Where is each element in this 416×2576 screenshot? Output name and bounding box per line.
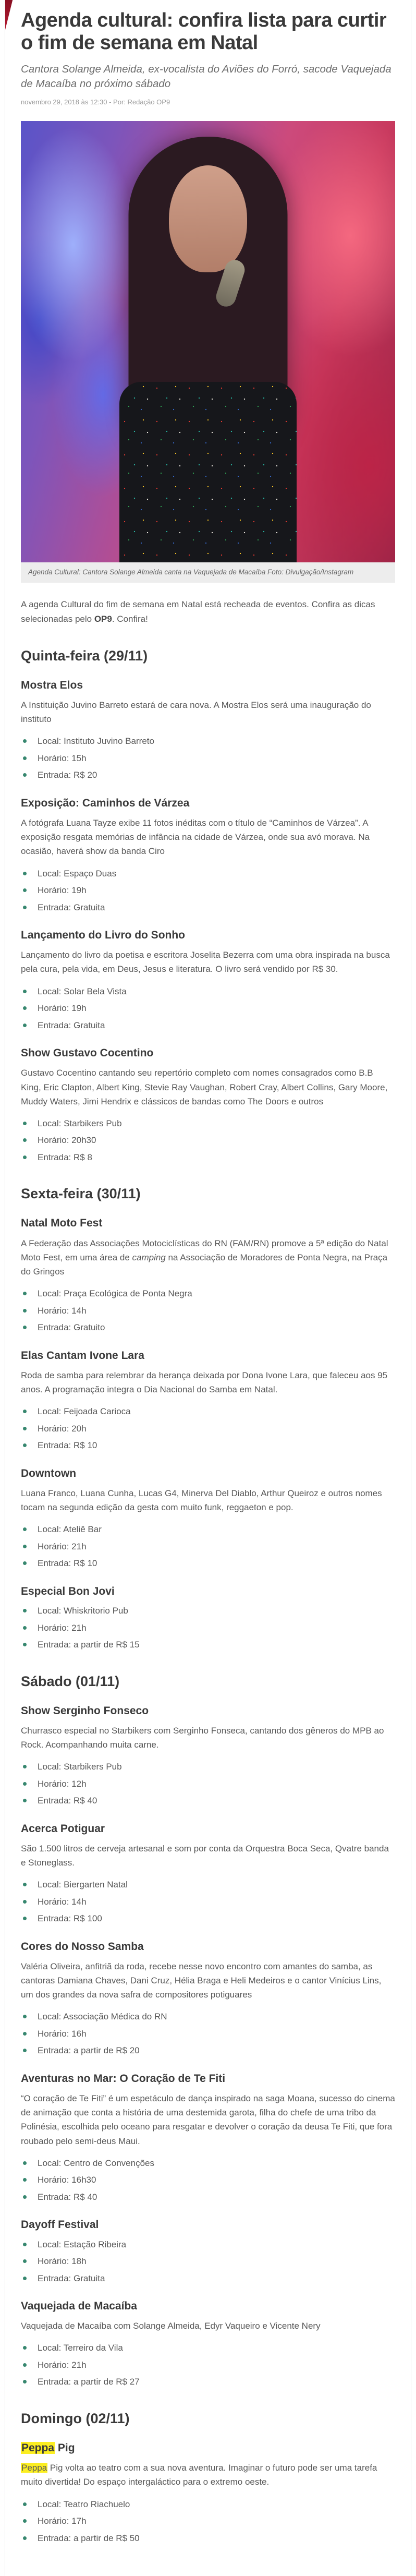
bullet-text: Local: Instituto Juvino Barreto — [38, 736, 154, 747]
bullet-dot-icon — [23, 1024, 27, 1027]
bullet-text: Local: Espaço Duas — [38, 868, 117, 878]
event-block — [21, 1585, 395, 1652]
list-item — [21, 867, 395, 881]
article-page — [5, 0, 411, 2576]
bullet-list — [21, 1604, 395, 1652]
article-meta: novembro 29, 2018 às 12:30 - Por: Redação OP9 — [21, 98, 170, 106]
day-section — [21, 1186, 395, 1651]
list-item — [21, 1523, 395, 1536]
event-title: Lançamento do Livro do Sonho — [21, 929, 185, 942]
bullet-list — [21, 2341, 395, 2389]
bullet-text: Horário: 18h — [38, 2256, 87, 2267]
event-block — [21, 2300, 395, 2389]
bullet-text: Local: Solar Bela Vista — [38, 986, 127, 996]
list-item — [21, 1321, 395, 1334]
event-title: Show Serginho Fonseco — [21, 1704, 149, 1717]
event-description: Valéria Oliveira, anfitriã da roda, recebe nesse novo encontro com amantes do samba, as cantoras Damiana Chaves, Dani Cruz, Hélia Braga e Heli Medeiros e o cantor Vinícius Lins, um dos grandes da nova safra de compositores potiguares — [21, 1961, 382, 2000]
event-title: Downtown — [21, 1467, 77, 1479]
bullet-dot-icon — [23, 2032, 27, 2036]
bullet-dot-icon — [23, 2015, 27, 2018]
list-item — [21, 1151, 395, 1164]
bullet-text: Entrada: R$ 40 — [38, 2192, 97, 2202]
list-item — [21, 1304, 395, 1318]
intro-text-before: A agenda Cultural do fim de semana em Natal está recheada de eventos. Confira as dicas selecionadas pelo — [21, 599, 375, 624]
event-block — [21, 797, 395, 914]
day-heading: Domingo (02/11) — [21, 2410, 130, 2426]
bullet-text: Horário: 19h — [38, 885, 87, 896]
bullet-dot-icon — [23, 739, 27, 743]
bullet-text: Entrada: R$ 10 — [38, 1558, 97, 1569]
bullet-dot-icon — [23, 1765, 27, 1768]
bullet-text: Horário: 21h — [38, 1541, 87, 1551]
event-block — [21, 2441, 395, 2545]
event-description: A Federação das Associações Motociclísticas do RN (FAM/RN) promove a 5ª edição do Natal Moto Fest, em uma área de camping na Associação de Moradores de Ponta Negra, na Praça do Gringos — [21, 1238, 388, 1277]
sections — [21, 648, 395, 2545]
bullet-dot-icon — [23, 2161, 27, 2165]
intro-text-after: . Confira! — [112, 613, 148, 624]
bullet-dot-icon — [23, 888, 27, 892]
bullet-text: Entrada: R$ 100 — [38, 1913, 102, 1924]
list-item — [21, 1638, 395, 1652]
event-block — [21, 2072, 395, 2204]
event-list — [21, 1217, 395, 1651]
list-item — [21, 2238, 395, 2252]
bullet-dot-icon — [23, 2502, 27, 2506]
bullet-list — [21, 2498, 395, 2545]
list-item — [21, 2044, 395, 2057]
bullet-text: Local: Teatro Riachuelo — [38, 2499, 130, 2509]
list-item — [21, 2190, 395, 2204]
bullet-dot-icon — [23, 1427, 27, 1430]
bullet-text: Entrada: Gratuita — [38, 902, 105, 912]
bullet-text: Local: Terreiro da Vila — [38, 2343, 123, 2353]
bullet-dot-icon — [23, 2178, 27, 2182]
event-description: Peppa Pig volta ao teatro com a sua nova aventura. Imaginar o futuro pode ser uma tarefa muito divertida! Do espaço intergaláctico para o extremo oeste. — [21, 2463, 377, 2487]
list-item — [21, 2255, 395, 2268]
bullet-dot-icon — [23, 906, 27, 909]
bullet-dot-icon — [23, 1326, 27, 1329]
bullet-dot-icon — [23, 2243, 27, 2246]
bullet-list — [21, 2157, 395, 2204]
list-item — [21, 735, 395, 748]
list-item — [21, 1117, 395, 1130]
bullet-dot-icon — [23, 1410, 27, 1413]
bullet-dot-icon — [23, 1782, 27, 1786]
bullet-text: Local: Biergarten Natal — [38, 1880, 128, 1890]
event-description: São 1.500 litros de cerveja artesanal e som por conta da Orquestra Boca Seca, Qvatre banda e Stoneglass. — [21, 1843, 389, 1868]
list-item — [21, 2272, 395, 2285]
bullet-dot-icon — [23, 1443, 27, 1447]
list-item — [21, 1621, 395, 1635]
bullet-list — [21, 1878, 395, 1925]
list-item — [21, 768, 395, 782]
event-title: Dayoff Festival — [21, 2219, 99, 2231]
bullet-dot-icon — [23, 756, 27, 760]
bullet-text: Local: Feijoada Carioca — [38, 1406, 131, 1417]
list-item — [21, 1019, 395, 1032]
bullet-text: Local: Starbikers Pub — [38, 1118, 122, 1128]
brand-name: OP9 — [94, 613, 112, 624]
list-item — [21, 752, 395, 765]
list-item — [21, 2341, 395, 2355]
list-item — [21, 985, 395, 998]
bullet-list — [21, 1287, 395, 1334]
list-item — [21, 2514, 395, 2528]
bullet-dot-icon — [23, 2195, 27, 2199]
list-item — [21, 1405, 395, 1418]
bullet-text: Horário: 14h — [38, 1896, 87, 1907]
bullet-text: Entrada: R$ 8 — [38, 1152, 92, 1162]
sequined-jacket — [119, 382, 297, 562]
list-item — [21, 901, 395, 914]
bullet-dot-icon — [23, 1626, 27, 1630]
bullet-text: Horário: 20h — [38, 1423, 87, 1434]
bullet-list — [21, 1405, 395, 1452]
bullet-dot-icon — [23, 1900, 27, 1904]
event-block — [21, 2218, 395, 2285]
bullet-text: Entrada: a partir de R$ 27 — [38, 2377, 140, 2387]
event-description: A fotógrafa Luana Tayze exibe 11 fotos inéditas com o título de “Caminhos de Várzea”. A exposição resgata memórias de infância na cidade de Várzea, onde sua avó morava. Na ocasião, haverá show da banda Ciro — [21, 818, 370, 857]
intro-paragraph — [21, 597, 395, 625]
day-heading: Sábado (01/11) — [21, 1673, 120, 1689]
event-title: Especial Bon Jovi — [21, 1585, 115, 1597]
bullet-dot-icon — [23, 2380, 27, 2384]
event-title: Vaquejada de Macaíba — [21, 2300, 137, 2313]
event-block — [21, 1704, 395, 1808]
bullet-text: Entrada: a partir de R$ 20 — [38, 2045, 140, 2056]
bullet-list — [21, 867, 395, 914]
event-title: Peppa Pig — [21, 2441, 75, 2454]
bullet-dot-icon — [23, 2277, 27, 2280]
event-title: Cores do Nosso Samba — [21, 1940, 144, 1953]
bullet-dot-icon — [23, 1883, 27, 1886]
bullet-dot-icon — [23, 773, 27, 777]
list-item — [21, 2375, 395, 2389]
list-item — [21, 1287, 395, 1301]
bullet-dot-icon — [23, 1643, 27, 1646]
corner-ribbon-icon — [5, 0, 15, 59]
bullet-dot-icon — [23, 1155, 27, 1159]
bullet-list — [21, 985, 395, 1032]
event-list — [21, 2441, 395, 2545]
bullet-dot-icon — [23, 1561, 27, 1565]
event-description: Churrasco especial no Starbikers com Serginho Fonseca, cantando dos gêneros do MPB ao Rock. Acompanhando muita carne. — [21, 1725, 384, 1750]
bullet-list — [21, 1117, 395, 1164]
bullet-text: Local: Centro de Convenções — [38, 2158, 154, 2168]
bullet-text: Entrada: a partir de R$ 15 — [38, 1640, 140, 1650]
list-item — [21, 1794, 395, 1808]
event-title: Mostra Elos — [21, 679, 83, 691]
bullet-dot-icon — [23, 1138, 27, 1142]
day-section — [21, 1674, 395, 2389]
bullet-dot-icon — [23, 2536, 27, 2540]
event-description: Lançamento do livro da poetisa e escritora Joselita Bezerra com uma obra inspirada na busca pela cura, pela vida, em Deus, Jesus e literatura. O livro será vendido por R$ 30. — [21, 950, 390, 974]
bullet-text: Entrada: Gratuito — [38, 1322, 105, 1333]
event-block — [21, 929, 395, 1032]
list-item — [21, 1134, 395, 1147]
event-block — [21, 1822, 395, 1925]
event-title: Natal Moto Fest — [21, 1217, 103, 1230]
article-subtitle: Cantora Solange Almeida, ex-vocalista do Aviões do Forró, sacode Vaquejada de Macaíba no próximo sábado — [21, 63, 391, 90]
bullet-text: Horário: 19h — [38, 1003, 87, 1014]
bullet-text: Entrada: a partir de R$ 50 — [38, 2533, 140, 2543]
list-item — [21, 1557, 395, 1570]
hero-caption: Agenda Cultural: Cantora Solange Almeida canta na Vaquejada de Macaíba Foto: Divulgação/Instagram — [21, 562, 395, 583]
bullet-text: Local: Praça Ecológica de Ponta Negra — [38, 1289, 192, 1299]
day-heading: Sexta-feira (30/11) — [21, 1186, 141, 1202]
bullet-text: Entrada: Gratuita — [38, 2273, 105, 2283]
bullet-list — [21, 1760, 395, 1808]
bullet-text: Entrada: R$ 40 — [38, 1796, 97, 1806]
list-item — [21, 1912, 395, 1925]
bullet-text: Entrada: R$ 10 — [38, 1440, 97, 1451]
event-description: A Instituição Juvino Barreto estará de cara nova. A Mostra Elos será uma inauguração do instituto — [21, 700, 371, 725]
bullet-dot-icon — [23, 2049, 27, 2052]
bullet-dot-icon — [23, 1309, 27, 1313]
list-item — [21, 2173, 395, 2187]
bullet-dot-icon — [23, 2363, 27, 2367]
bullet-text: Horário: 21h — [38, 2360, 87, 2370]
list-item — [21, 2010, 395, 2024]
list-item — [21, 1439, 395, 1452]
bullet-list — [21, 1523, 395, 1570]
day-section — [21, 648, 395, 1164]
bullet-text: Horário: 15h — [38, 753, 87, 763]
bullet-dot-icon — [23, 990, 27, 993]
bullet-dot-icon — [23, 1006, 27, 1010]
event-description: Roda de samba para relembrar da herança deixada por Dona Ivone Lara, que faleceu aos 95 anos. A programação integra o Dia Nacional do Samba em Natal. — [21, 1370, 388, 1395]
singer-silhouette — [119, 137, 297, 562]
bullet-dot-icon — [23, 2519, 27, 2523]
event-block — [21, 1046, 395, 1164]
list-item — [21, 2358, 395, 2372]
bullet-text: Local: Whiskritorio Pub — [38, 1606, 128, 1616]
event-description: Gustavo Cocentino cantando seu repertório completo com nomes consagrados como B.B King, Eric Clapton, Albert King, Stevie Ray Vaughan, Robert Cray, Albert Collins, Gary Moore, Muddy Waters, Jimi Hendrix e clássicos de bandas como The Doors e outros — [21, 1068, 388, 1106]
bullet-list — [21, 2238, 395, 2285]
event-title: Exposição: Caminhos de Várzea — [21, 797, 190, 809]
page-title: Agenda cultural: confira lista para curtir o fim de semana em Natal — [21, 9, 387, 54]
bullet-dot-icon — [23, 1917, 27, 1920]
list-item — [21, 884, 395, 897]
bullet-dot-icon — [23, 2259, 27, 2263]
list-item — [21, 2532, 395, 2545]
event-title: Acerca Potiguar — [21, 1822, 105, 1835]
event-block — [21, 679, 395, 782]
list-item — [21, 1878, 395, 1892]
list-item — [21, 2498, 395, 2511]
hero-image — [21, 121, 395, 562]
list-item — [21, 1540, 395, 1554]
event-description: “O coração de Te Fiti” é um espetáculo de dança inspirado na saga Moana, sucesso do cinema de animação que conta a história de uma destemida garota, filha do chefe de uma tribo da Polinésia, escolhida pelo oceano para resgatar e devolver o coração da deusa Te Fiti, que fora roubado pelo semi-deus Maui. — [21, 2093, 395, 2146]
list-item — [21, 1604, 395, 1618]
bullet-text: Horário: 17h — [38, 2516, 87, 2526]
list-item — [21, 1760, 395, 1774]
bullet-text: Horário: 21h — [38, 1622, 87, 1633]
bullet-text: Entrada: R$ 20 — [38, 770, 97, 780]
event-block — [21, 1467, 395, 1570]
bullet-dot-icon — [23, 872, 27, 875]
bullet-dot-icon — [23, 1799, 27, 1802]
event-list — [21, 679, 395, 1164]
event-description: Vaquejada de Macaíba com Solange Almeida, Edyr Vaqueiro e Vicente Nery — [21, 2321, 321, 2331]
bullet-text: Horário: 16h30 — [38, 2175, 96, 2185]
bullet-dot-icon — [23, 2346, 27, 2350]
list-item — [21, 2027, 395, 2041]
bullet-text: Local: Ateliê Bar — [38, 1524, 102, 1535]
list-item — [21, 1777, 395, 1791]
list-item — [21, 1895, 395, 1909]
bullet-text: Local: Starbikers Pub — [38, 1762, 122, 1772]
singer-face — [169, 165, 247, 272]
day-section — [21, 2411, 395, 2545]
hero-figure — [21, 121, 395, 583]
bullet-list — [21, 2010, 395, 2057]
list-item — [21, 2157, 395, 2170]
event-title: Elas Cantam Ivone Lara — [21, 1349, 144, 1362]
list-item — [21, 1422, 395, 1436]
bullet-dot-icon — [23, 1545, 27, 1548]
bullet-text: Local: Estação Ribeira — [38, 2239, 127, 2249]
list-item — [21, 1002, 395, 1015]
bullet-text: Entrada: Gratuita — [38, 1020, 105, 1030]
event-description: Luana Franco, Luana Cunha, Lucas G4, Minerva Del Diablo, Arthur Queiroz e outros nomes tocam na segunda edição da gesta com muito funk, reggaeton e pop. — [21, 1488, 382, 1513]
event-block — [21, 1940, 395, 2057]
bullet-text: Horário: 12h — [38, 1778, 87, 1789]
bullet-text: Horário: 20h30 — [38, 1135, 96, 1146]
bullet-list — [21, 735, 395, 782]
event-block — [21, 1217, 395, 1334]
bullet-dot-icon — [23, 1609, 27, 1612]
bullet-text: Horário: 16h — [38, 2028, 87, 2039]
bullet-text: Horário: 14h — [38, 1305, 87, 1316]
day-heading: Quinta-feira (29/11) — [21, 647, 148, 664]
event-block — [21, 1349, 395, 1452]
bullet-dot-icon — [23, 1292, 27, 1295]
event-title: Aventuras no Mar: O Coração de Te Fiti — [21, 2072, 226, 2085]
event-title: Show Gustavo Cocentino — [21, 1047, 154, 1060]
bullet-dot-icon — [23, 1122, 27, 1125]
event-list — [21, 1704, 395, 2389]
bullet-text: Local: Associação Médica do RN — [38, 2012, 167, 2022]
bullet-dot-icon — [23, 1527, 27, 1531]
